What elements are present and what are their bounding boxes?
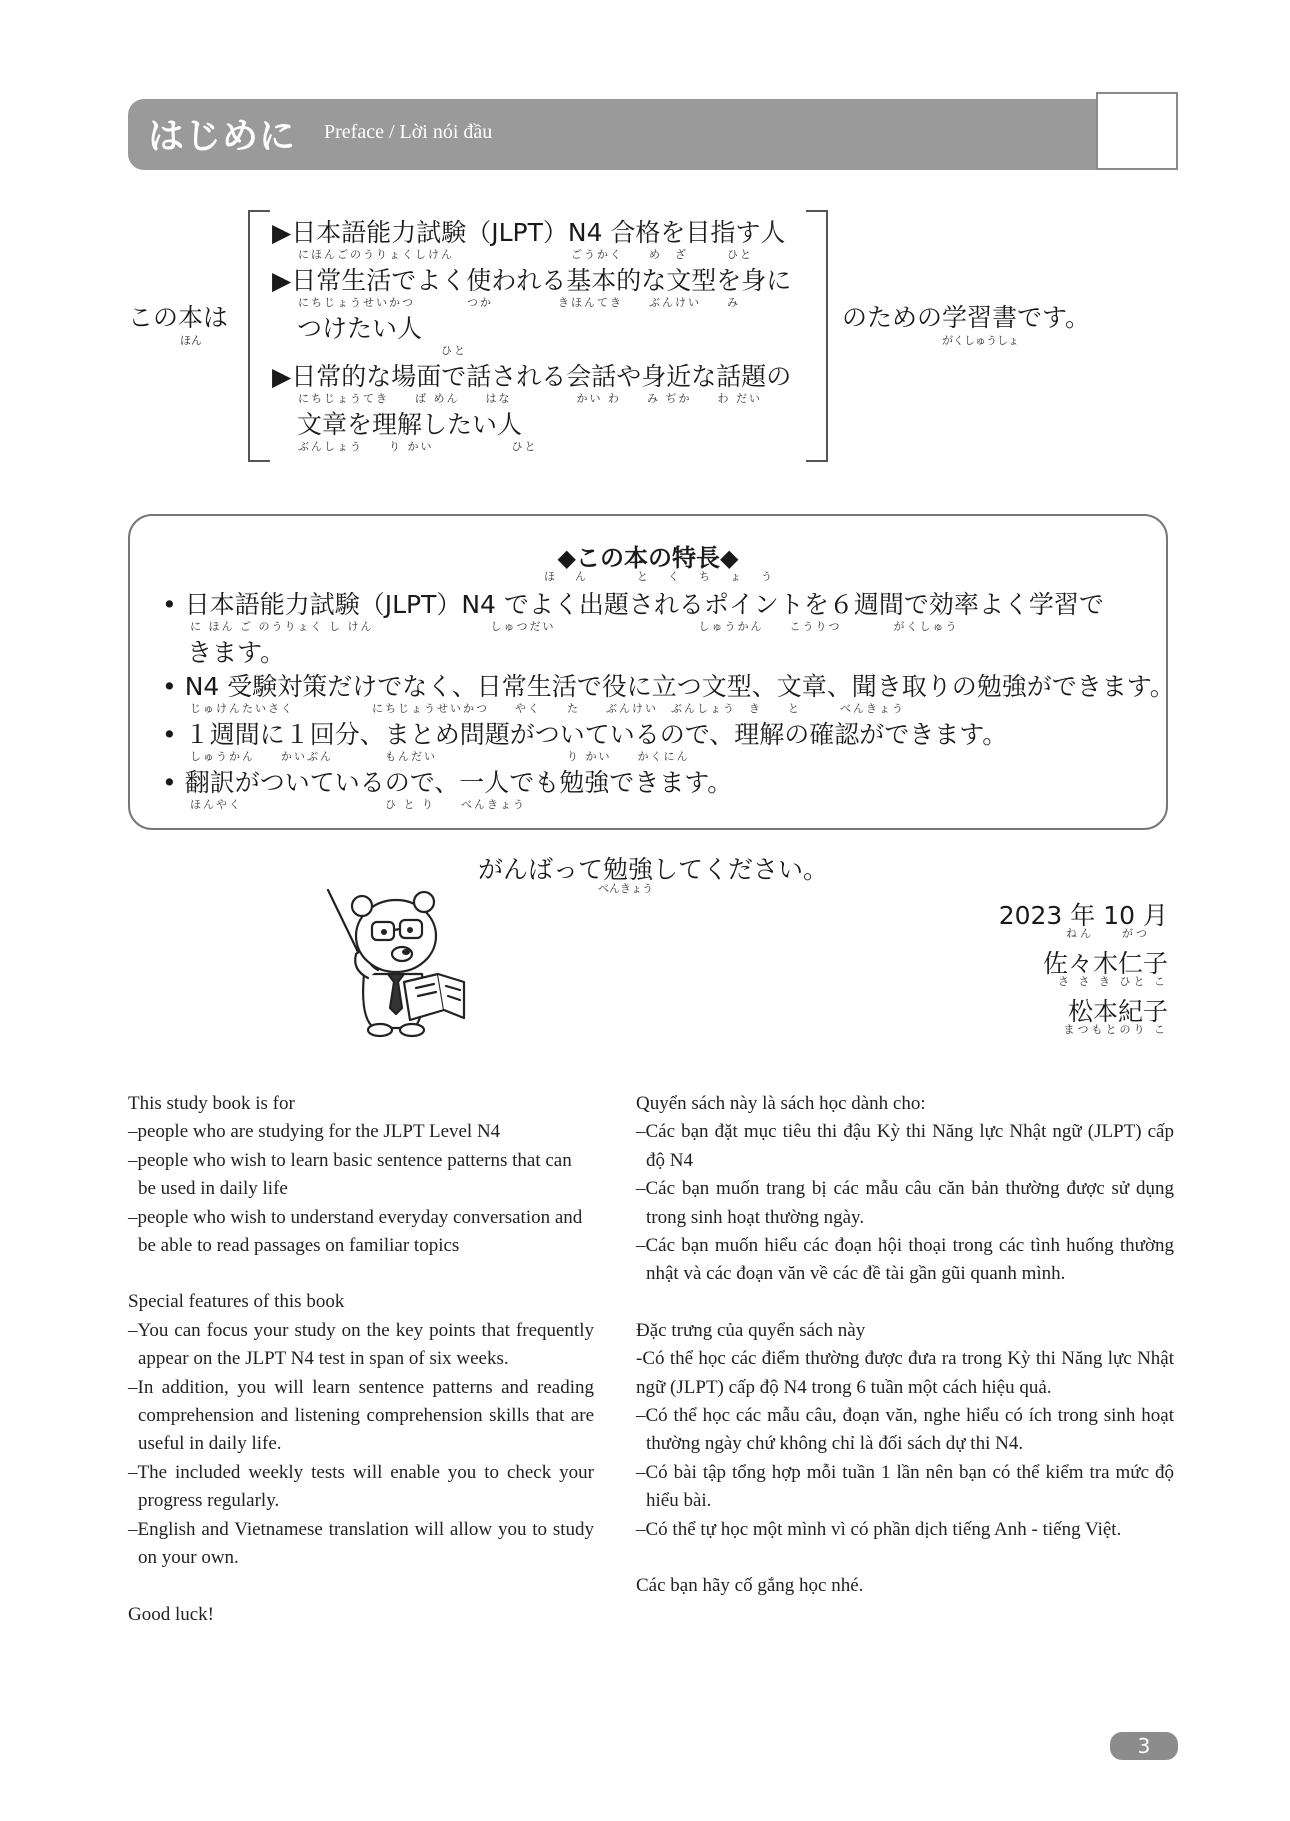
bullet-line: ▶日常生活でよく使われる基本的な文型を身に xyxy=(272,266,792,295)
intro-left xyxy=(128,298,228,348)
feature-item xyxy=(162,768,1152,812)
english-line: Good luck! xyxy=(128,1603,215,1625)
intro-left-text: この本は xyxy=(128,303,229,332)
feature-reading: しゅうかん かいぶん もんだい り かい かくにん xyxy=(190,750,690,763)
vietnamese-spacer xyxy=(636,1289,1174,1317)
english-line: –The included weekly tests will enable you to check your progress regularly. xyxy=(128,1461,594,1512)
bullet-line: ▶日常的な場面で話される会話や身近な話題の xyxy=(272,362,792,391)
intro-right-reading: がくしゅうしょ xyxy=(942,334,1019,347)
feature-line: • N4 受験対策だけでなく、日常生活で役に立つ文型、文章、聞き取りの勉強ができます。 xyxy=(162,672,1175,701)
features-list xyxy=(162,590,1175,816)
english-line: Special features of this book xyxy=(128,1291,345,1313)
vietnamese-line: –Các bạn đặt mục tiêu thi đậu Kỳ thi Năng lực Nhật ngữ (JLPT) cấp độ N4 xyxy=(636,1121,1174,1171)
intro-bullet xyxy=(272,362,812,454)
intro-right xyxy=(842,298,1090,348)
feature-item xyxy=(162,672,1175,716)
english-line: –people who are studying for the JLPT Level N4 xyxy=(128,1121,501,1143)
features-title-reading: ほん とくちょう xyxy=(544,570,792,583)
page-number: 3 xyxy=(1110,1732,1178,1760)
english-line: This study book is for xyxy=(128,1093,295,1114)
left-bracket xyxy=(248,210,270,462)
vietnamese-spacer xyxy=(636,1544,1174,1572)
signature-author-1-reading: さ さ き ひと こ xyxy=(1058,975,1168,988)
bullet-reading: ぶんしょう り かい ひと xyxy=(298,440,538,453)
intro-bullet-list xyxy=(272,218,812,458)
header-corner-box xyxy=(1096,92,1178,170)
signature-author-1: 佐々木仁子 xyxy=(1042,949,1168,978)
feature-item xyxy=(162,590,1152,668)
english-line: –people who wish to understand everyday conversation and be able to read passages on familiar topics xyxy=(128,1206,583,1257)
english-column xyxy=(128,1090,594,1629)
vietnamese-line: Đặc trưng của quyển sách này xyxy=(636,1319,866,1341)
english-line: –In addition, you will learn sentence patterns and reading comprehension and listening comprehension skills that are useful in daily life. xyxy=(128,1376,594,1455)
bear-teacher-illustration xyxy=(318,878,478,1038)
header-band xyxy=(128,99,1096,170)
page-subtitle: Preface / Lời nói đầu xyxy=(324,121,493,143)
vietnamese-line: Quyển sách này là sách học dành cho: xyxy=(636,1093,926,1114)
signature-date-reading: ねん がつ xyxy=(1066,927,1150,940)
encouragement-reading: べんきょう xyxy=(598,882,653,895)
bullet-reading: にちじょうてき ば めん はな かい わ み ぢか わ だい xyxy=(298,392,762,405)
english-line: –You can focus your study on the key points that frequently appear on the JLPT N4 test in span of six weeks. xyxy=(128,1319,594,1370)
bullet-line: つけたい人 xyxy=(272,314,423,343)
vietnamese-line: –Có thể học các mẫu câu, đoạn văn, nghe hiểu có ích trong sinh hoạt thường ngày chứ không chỉ là đối sách dự thi N4. xyxy=(636,1405,1174,1455)
vietnamese-line: -Có thể học các điểm thường được đưa ra trong Kỳ thi Năng lực Nhật ngữ (JLPT) cấp độ N4 trong 6 tuần một cách hiệu quả. xyxy=(636,1348,1174,1398)
vietnamese-line: –Có bài tập tổng hợp mỗi tuần 1 lần nên bạn có thể kiểm tra mức độ hiểu bài. xyxy=(636,1461,1174,1512)
vietnamese-line: Các bạn hãy cố gắng học nhé. xyxy=(636,1575,864,1597)
bullet-line: 文章を理解したい人 xyxy=(272,410,523,439)
page-title: はじめに xyxy=(148,116,297,157)
features-box xyxy=(128,514,1175,830)
intro-left-reading: ほん xyxy=(180,334,202,347)
vietnamese-line: –Các bạn muốn hiểu các đoạn hội thoại trong các tình huống thường nhật và các đoạn văn về các đề tài gần gũi quanh mình. xyxy=(636,1235,1174,1285)
feature-reading: ほんやく ひ と り べんきょう xyxy=(190,798,526,811)
feature-reading: じゅけんたいさく にちじょうせいかつ やく た ぶんけい ぶんしょう き と べんきょう xyxy=(190,702,905,715)
intro-right-text: のための学習書です。 xyxy=(842,303,1091,332)
feature-reading: に ほん ご のうりょく し けん しゅつだい しゅうかん こうりつ がくしゅう xyxy=(190,620,959,633)
vietnamese-line: –Có thể tự học một mình vì có phần dịch tiếng Anh - tiếng Việt. xyxy=(636,1518,1122,1540)
feature-line: • 翻訳がついているので、一人でも勉強できます。 xyxy=(162,768,733,797)
intro-bullet xyxy=(272,266,812,358)
signature-date: 2023 年 10 月 xyxy=(998,901,1168,930)
bullet-reading: ひと xyxy=(298,344,467,357)
signature-author-2-reading: まつもとのり こ xyxy=(1063,1023,1168,1036)
english-line: –English and Vietnamese translation will allow you to study on your own. xyxy=(128,1518,594,1569)
feature-line: • １週間に１回分、まとめ問題がついているので、理解の確認ができます。 xyxy=(162,720,1008,749)
feature-line: きます。 xyxy=(162,638,286,667)
vietnamese-column xyxy=(636,1090,1174,1601)
english-spacer xyxy=(128,1573,594,1601)
feature-line: • 日本語能力試験（JLPT）N4 でよく出題されるポイントを６週間で効率よく学習で xyxy=(162,590,1104,619)
bullet-reading: にほんごのうりょくしけん ごうかく め ざ ひと xyxy=(298,248,753,261)
features-title: ◆この本の特長◆ xyxy=(557,544,739,572)
signature-author-2: 松本紀子 xyxy=(1067,997,1168,1026)
vietnamese-line: –Các bạn muốn trang bị các mẫu câu căn bản thường được sử dụng trong sinh hoạt thường ngày. xyxy=(636,1178,1174,1228)
english-line: –people who wish to learn basic sentence patterns that can be used in daily life xyxy=(128,1149,572,1200)
intro-bullet xyxy=(272,218,812,262)
english-spacer xyxy=(128,1260,594,1288)
encouragement-text: がんばって勉強してください。 xyxy=(478,855,829,884)
bullet-line: ▶日本語能力試験（JLPT）N4 合格を目指す人 xyxy=(272,218,786,247)
feature-item xyxy=(162,720,1152,764)
bullet-reading: にちじょうせいかつ つか きほんてき ぶんけい み xyxy=(298,296,740,309)
